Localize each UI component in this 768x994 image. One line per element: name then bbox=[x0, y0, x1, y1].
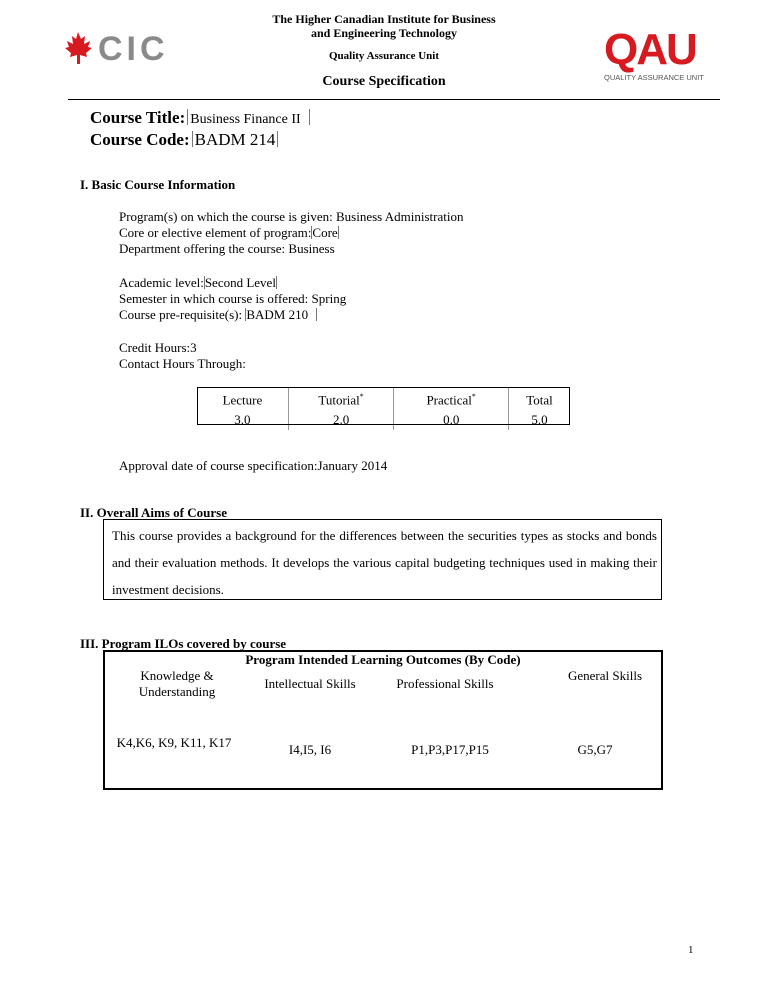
level-label: Academic level: bbox=[119, 275, 204, 290]
qau-logo-text: QAU bbox=[604, 25, 696, 74]
header-divider bbox=[68, 99, 720, 100]
course-title-row bbox=[90, 108, 312, 130]
course-title-block bbox=[90, 108, 312, 150]
contact-table-cell: 5.0 bbox=[509, 410, 570, 430]
credit-hours-line: Credit Hours:3 bbox=[119, 340, 197, 355]
qau-logo bbox=[600, 20, 720, 84]
cic-logo-text: CIC bbox=[98, 30, 169, 68]
unit-name: Quality Assurance Unit bbox=[328, 50, 439, 62]
prereq-value: BADM 210 bbox=[246, 307, 309, 322]
contact-table-header: Practical* bbox=[394, 387, 509, 410]
course-title-value: Business Finance II bbox=[190, 112, 301, 127]
level-value: Second Level bbox=[204, 275, 276, 290]
course-code-value: BADM 214 bbox=[194, 130, 276, 149]
hours-block bbox=[119, 340, 246, 372]
contact-table-cell: 0.0 bbox=[394, 410, 509, 430]
ilo-value-intellectual: I4,I5, I6 bbox=[288, 742, 332, 757]
section1-level-block bbox=[119, 275, 346, 323]
core-label: Core or elective element of program: bbox=[119, 225, 312, 240]
course-code-label: Course Code: bbox=[90, 130, 190, 149]
cic-logo bbox=[62, 24, 222, 70]
prereq-line bbox=[119, 307, 346, 323]
institute-name-line2: and Engineering Technology bbox=[310, 26, 458, 40]
ilo-header-intellectual: Intellectual Skills bbox=[264, 676, 356, 691]
aims-text: This course provides a background for the differences between the securities types as stocks and bonds and their evaluation methods. It develops the various capital budgeting techniques used in making their investment decisions. bbox=[112, 528, 657, 597]
core-line bbox=[119, 225, 463, 241]
ilo-header-professional: Professional Skills bbox=[396, 676, 494, 691]
semester-line: Semester in which course is offered: Spring bbox=[119, 291, 347, 306]
page-number: 1 bbox=[688, 944, 694, 956]
section1-heading: I. Basic Course Information bbox=[80, 177, 236, 192]
approval-line: Approval date of course specification:January 2014 bbox=[119, 458, 388, 473]
department-line: Department offering the course: Business bbox=[119, 241, 335, 256]
contact-table-header: Tutorial* bbox=[288, 387, 393, 410]
doc-type: Course Specification bbox=[322, 74, 446, 89]
ilo-value-knowledge: K4,K6, K9, K11, K17 bbox=[116, 735, 232, 750]
contact-table-cell: 3.0 bbox=[234, 412, 251, 428]
contact-table-header: Total bbox=[509, 387, 570, 410]
maple-leaf-icon bbox=[65, 32, 92, 64]
program-line: Program(s) on which the course is given: Business Administration bbox=[119, 209, 464, 224]
prereq-label: Course pre-requisite(s): bbox=[119, 307, 246, 322]
course-code-row bbox=[90, 130, 312, 150]
ilo-header-knowledge: Knowledge & Understanding bbox=[138, 668, 216, 699]
contact-table-frame bbox=[197, 387, 570, 425]
section3-heading: III. Program ILOs covered by course bbox=[80, 636, 287, 651]
ilo-header-general: General Skills bbox=[567, 668, 642, 683]
qau-logo-subtitle: QUALITY ASSURANCE UNIT bbox=[604, 73, 704, 82]
ilo-value-general: G5,G7 bbox=[577, 742, 613, 757]
ilo-table-title: Program Intended Learning Outcomes (By Code) bbox=[245, 652, 521, 667]
contact-hours-line: Contact Hours Through: bbox=[119, 356, 246, 371]
core-value: Core bbox=[312, 225, 338, 240]
section2-heading: II. Overall Aims of Course bbox=[80, 505, 227, 520]
ilo-value-professional: P1,P3,P17,P15 bbox=[411, 742, 489, 757]
course-title-label: Course Title: bbox=[90, 108, 186, 127]
section1-info-block bbox=[119, 209, 463, 257]
contact-table-cell: 2.0 bbox=[288, 410, 393, 430]
contact-table-header: Lecture bbox=[222, 392, 263, 408]
level-line bbox=[119, 275, 346, 291]
institute-name-line1: The Higher Canadian Institute for Business bbox=[272, 12, 496, 26]
